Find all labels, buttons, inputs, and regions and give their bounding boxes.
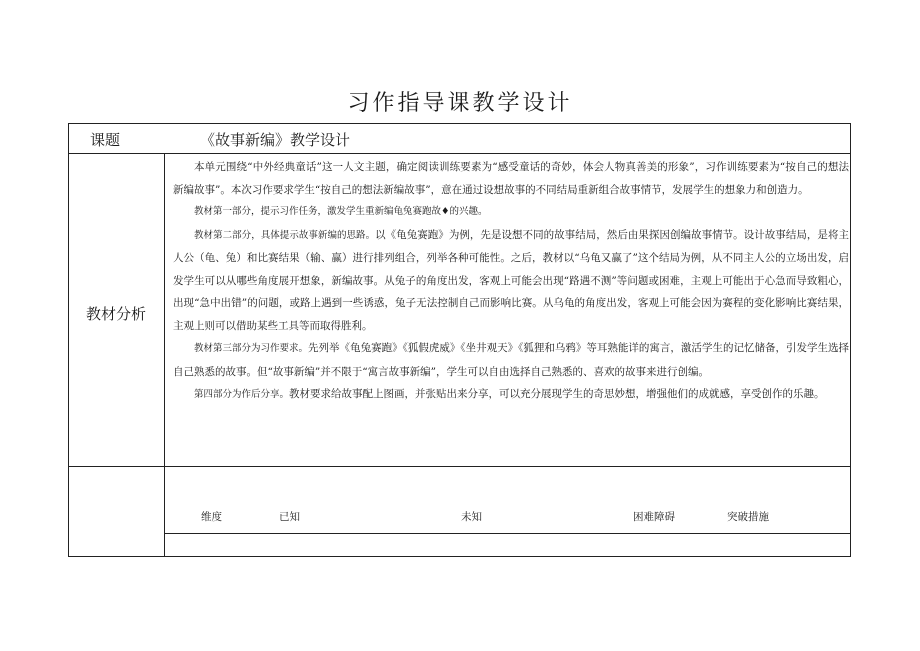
column-divider [164,153,165,556]
analysis-lead: 教材第二部分，具体提示故事新编的思路。 [194,229,376,241]
material-analysis-label: 教材分析 [86,305,147,323]
analysis-lead: 第四部分为作后分享。 [194,389,290,400]
dimension-header: 维度 [201,511,222,523]
analysis-text: 教材要求给故事配上图画，并张贴出来分享，可以充分展现学生的奇思妙想，增强他们的成就感，享受创作的乐趣。 [289,388,825,400]
document-title: 习作指导课教学设计 [347,91,573,116]
material-analysis-content [173,156,849,407]
analysis-paragraph: 本单元围绕“中外经典童话”这一人文主题，确定阅读训练要素为“感受童话的奇妙，体会人物真善美的形象”，习作训练要素为“按自己的想法新编故事”。本次习作要求学生“按自己的想法新编故事”，意在通过设想故事的不同结局重新组合故事情节，发展学生的想象力和创造力。 [173,161,849,196]
analysis-paragraph [173,224,849,338]
analysis-paragraph [173,383,849,407]
lesson-plan-table [68,123,851,557]
analysis-text: 以《龟兔赛跑》为例，先是设想不同的故事结局，然后由果探因创编故事情节。设计故事结局，是将主人公（龟、兔）和比赛结果（输、赢）进行排列组合，列举各种可能性。之后，教材以“乌龟又赢了”这个结局为例，从不同主人公的立场出发，启发学生可以从哪些角度展开想象，新编故事。从兔子的角度出发，客观上可能会出现“路遇不测”等问题或困难，主观上可能出于心急而导致粗心，出现“急中出错”的问题，或路上遇到一些诱惑，兔子无法控制自己而影响比赛。从乌龟的角度出发，客观上可能会因为赛程的变化影响比赛结果，主观上则可以借助某些工具等而取得胜利。 [173,228,849,332]
difficulty-header: 困难障碍 [633,511,675,523]
topic-label: 课题 [90,131,121,149]
analysis-text: 先列举《龟兔赛跑》《狐假虎威》《坐井观天》《狐狸和乌鸦》等耳熟能详的寓言，激活学生的记忆储备，引发学生选择自己熟悉的故事。但“故事新编”并不限于“寓言故事新编”，学生可以自由选择自己熟悉的、喜欢的故事来进行创编。 [173,342,849,378]
row-divider [69,466,850,467]
analysis-lead: 教材第三部分为习作要求。 [194,343,309,354]
learning-analysis-header [165,509,845,529]
analysis-paragraph: 教材第一部分，提示习作任务，激发学生重新编龟兔赛跑故♦的兴趣。 [194,206,488,217]
known-header: 已知 [279,511,300,523]
row-divider [69,153,850,154]
lesson-title: 《故事新编》教学设计 [200,131,351,149]
row-divider [164,533,850,534]
measures-header: 突破措施 [727,511,769,523]
analysis-paragraph [173,337,849,383]
unknown-header: 未知 [461,511,482,523]
